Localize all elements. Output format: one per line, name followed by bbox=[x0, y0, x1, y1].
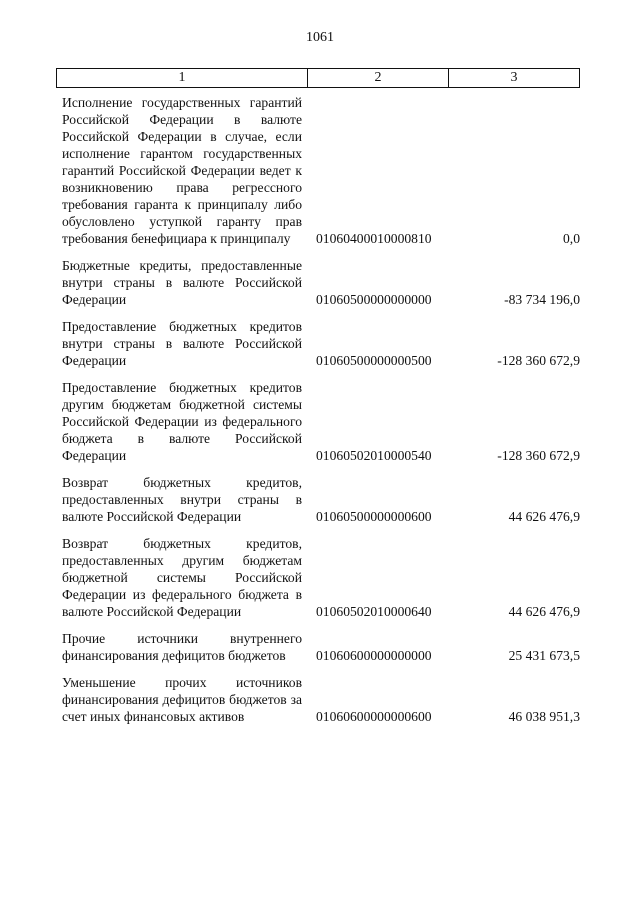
row-code: 01060600000000600 bbox=[316, 709, 432, 724]
row-code: 01060600000000000 bbox=[316, 648, 432, 663]
row-amount: 44 626 476,9 bbox=[508, 604, 580, 619]
row-amount: -128 360 672,9 bbox=[497, 353, 580, 368]
row-name: Бюджетные кредиты, предоставленные внутри страны в валюте Российской Федерации bbox=[62, 258, 302, 307]
table-body bbox=[62, 94, 582, 735]
column-header-2: 2 bbox=[308, 69, 449, 87]
row-code: 01060502010000640 bbox=[316, 604, 432, 619]
table-row bbox=[62, 94, 582, 247]
row-code: 01060500000000600 bbox=[316, 509, 432, 524]
row-name: Прочие источники внутреннего финансирования дефицитов бюджетов bbox=[62, 631, 302, 663]
table-row bbox=[62, 257, 582, 308]
table-row bbox=[62, 630, 582, 664]
page-number: 1061 bbox=[306, 30, 334, 45]
row-name: Предоставление бюджетных кредитов внутри страны в валюте Российской Федерации bbox=[62, 319, 302, 368]
table-row bbox=[62, 379, 582, 464]
row-amount: 25 431 673,5 bbox=[508, 648, 580, 663]
row-amount: 46 038 951,3 bbox=[508, 709, 580, 724]
row-code: 01060500000000500 bbox=[316, 353, 432, 368]
row-code: 01060502010000540 bbox=[316, 448, 432, 463]
column-header-row bbox=[56, 68, 580, 88]
row-amount: -83 734 196,0 bbox=[504, 292, 580, 307]
table-row bbox=[62, 535, 582, 620]
row-code: 01060500000000000 bbox=[316, 292, 432, 307]
row-name: Уменьшение прочих источников финансирования дефицитов бюджетов за счет иных финансовых активов bbox=[62, 675, 302, 724]
column-header-1: 1 bbox=[57, 69, 308, 87]
row-amount: -128 360 672,9 bbox=[497, 448, 580, 463]
row-name: Предоставление бюджетных кредитов другим бюджетам бюджетной системы Российской Федерации из федерального бюджета в валюте Российской Федерации bbox=[62, 380, 302, 463]
column-header-3: 3 bbox=[510, 70, 518, 85]
row-amount: 0,0 bbox=[563, 231, 580, 246]
table-row bbox=[62, 674, 582, 725]
row-name: Исполнение государственных гарантий Российской Федерации в валюте Российской Федерации в случае, если исполнение гарантом государственных гарантий Российской Федерации ведет к возникновению права регрессного требования гаранта к принципалу либо обусловлено уступкой гаранту прав требования бенефициара к принципалу bbox=[62, 95, 302, 246]
row-amount: 44 626 476,9 bbox=[508, 509, 580, 524]
table-row bbox=[62, 474, 582, 525]
row-name: Возврат бюджетных кредитов, предоставленных другим бюджетам бюджетной системы Российской Федерации из федерального бюджета в валюте Российской Федерации bbox=[62, 536, 302, 619]
row-name: Возврат бюджетных кредитов, предоставленных внутри страны в валюте Российской Федерации bbox=[62, 475, 302, 524]
row-code: 01060400010000810 bbox=[316, 231, 432, 246]
table-row bbox=[62, 318, 582, 369]
